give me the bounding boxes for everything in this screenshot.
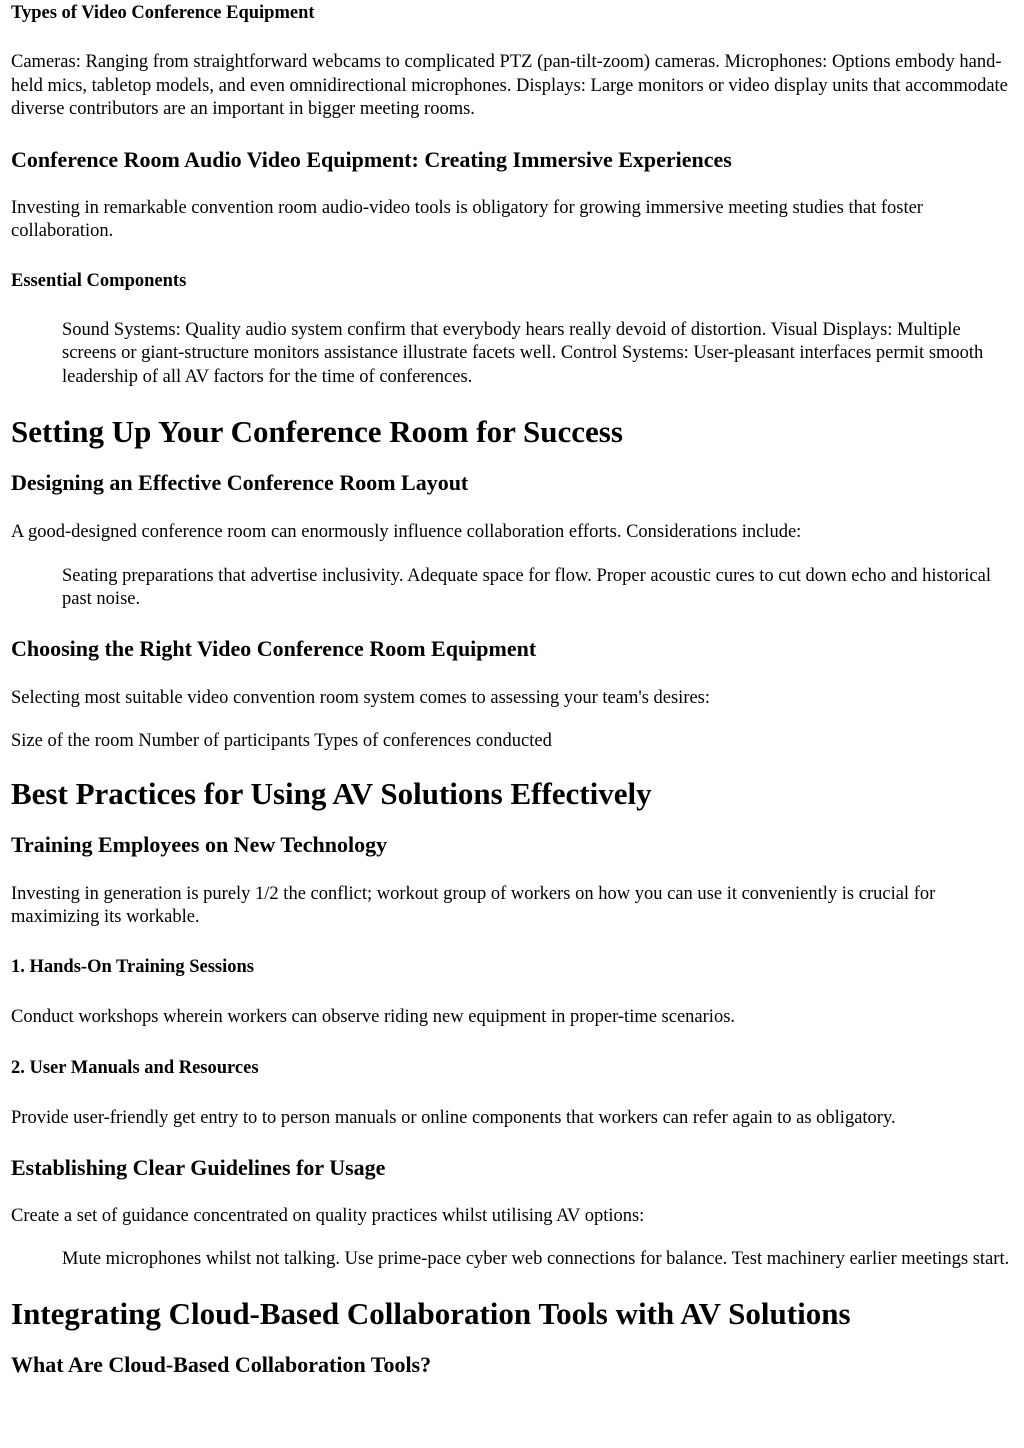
hands-on-paragraph: Conduct workshops wherein workers can observe riding new equipment in proper-time scenarios.	[11, 1006, 736, 1027]
setup-heading: Setting Up Your Conference Room for Success	[11, 414, 623, 449]
layout-paragraph: A good-designed conference room can enormously influence collaboration efforts. Considerations include:	[11, 522, 802, 542]
av-equipment-heading: Conference Room Audio Video Equipment: Creating Immersive Experiences	[11, 146, 732, 172]
best-practices-heading: Best Practices for Using AV Solutions Effectively	[11, 775, 652, 811]
cloud-integration-heading: Integrating Cloud-Based Collaboration Tools with AV Solutions	[11, 1295, 851, 1331]
layout-heading: Designing an Effective Conference Room Layout	[11, 470, 469, 495]
essential-components-quote: Sound Systems: Quality audio system confirm that everybody hears really devoid of distortion. Visual Displays: Multiple screens or giant-structure monitors assistance illustrate facets well. Control Systems: User-pleasant interfaces permit smooth leadership of all AV factors for the time of conferences.	[62, 319, 984, 387]
guidelines-paragraph: Create a set of guidance concentrated on quality practices whilst utilising AV options:	[11, 1205, 645, 1226]
types-heading: Types of Video Conference Equipment	[11, 3, 315, 23]
guidelines-quote: Mute microphones whilst not talking. Use prime-pace cyber web connections for balance. Test machinery earlier meetings start.	[62, 1249, 1010, 1269]
types-paragraph: Cameras: Ranging from straightforward webcams to complicated PTZ (pan-tilt-zoom) cameras. Microphones: Options embody hand-held mics, tabletop models, and even omnidirectional microphones. Displays: Large monitors or video display units that accommodate diverse contributors are an important in bigger meeting rooms.	[11, 52, 1008, 119]
user-manuals-paragraph: Provide user-friendly get entry to to person manuals or online components that workers can refer again to as obligatory.	[11, 1108, 896, 1128]
av-equipment-paragraph: Investing in remarkable convention room audio-video tools is obligatory for growing immersive meeting studies that foster collaboration.	[11, 197, 923, 241]
choosing-equipment-heading: Choosing the Right Video Conference Room Equipment	[11, 635, 537, 661]
cloud-tools-heading: What Are Cloud-Based Collaboration Tools?	[11, 1351, 432, 1377]
training-heading: Training Employees on New Technology	[11, 831, 388, 857]
training-paragraph: Investing in generation is purely 1/2 the conflict; workout group of workers on how you can use it conveniently is crucial for maximizing its workable.	[11, 883, 936, 927]
essential-components-heading: Essential Components	[11, 270, 187, 291]
user-manuals-heading: 2. User Manuals and Resources	[11, 1058, 259, 1078]
guidelines-heading: Establishing Clear Guidelines for Usage	[11, 1154, 386, 1180]
choosing-paragraph-1: Selecting most suitable video convention room system comes to assessing your team's desires:	[11, 687, 711, 708]
layout-quote: Seating preparations that advertise inclusivity. Adequate space for flow. Proper acoustic cures to cut down echo and historical past noise.	[62, 565, 991, 609]
hands-on-heading: 1. Hands-On Training Sessions	[11, 956, 254, 977]
article	[0, 2, 1024, 1378]
choosing-paragraph-2: Size of the room Number of participants Types of conferences conducted	[11, 731, 552, 751]
